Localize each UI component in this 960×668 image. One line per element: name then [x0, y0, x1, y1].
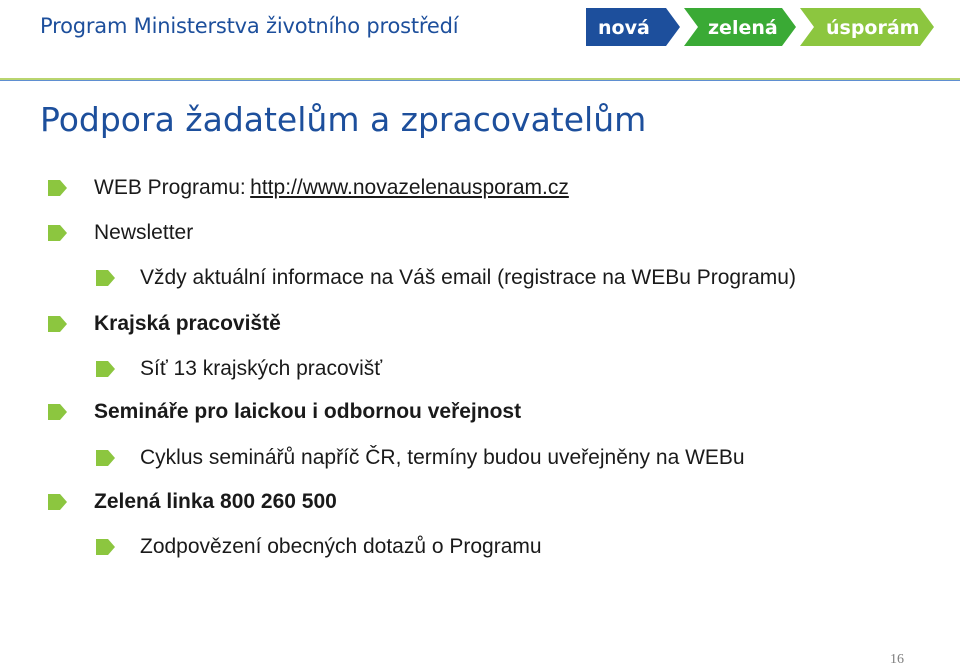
- item-text: Cyklus seminářů napříč ČR, termíny budou uveřejněny na WEBu: [140, 446, 745, 469]
- item-text: Vždy aktuální informace na Váš email (registrace na WEBu Programu): [140, 266, 796, 289]
- item-text: Zodpovězení obecných dotazů o Programu: [140, 535, 542, 558]
- slide-title: Podpora žadatelům a zpracovatelům: [40, 100, 647, 139]
- bullet-arrow-icon: [96, 360, 116, 378]
- program-title: Program Ministerstva životního prostředí: [40, 14, 459, 38]
- item-text: Newsletter: [94, 221, 194, 244]
- bullet-web: [94, 176, 569, 200]
- sub-bullet-zodpovezeni: [140, 535, 542, 559]
- bullet-arrow-icon: [48, 403, 68, 421]
- item-text: Semináře pro laickou i odbornou veřejnost: [94, 400, 522, 423]
- bullet-zelena-linka: [94, 490, 337, 514]
- bullet-arrow-icon: [48, 224, 68, 242]
- logo-word-zelena: zelená: [708, 17, 778, 39]
- bullet-arrow-icon: [48, 179, 68, 197]
- bullet-arrow-icon: [96, 449, 116, 467]
- item-text: Krajská pracoviště: [94, 312, 281, 335]
- sub-bullet-sit-pracovist: [140, 357, 382, 381]
- bullet-newsletter: [94, 221, 193, 245]
- bullet-arrow-icon: [48, 493, 68, 511]
- item-text: Síť 13 krajských pracovišť: [140, 357, 383, 380]
- item-text: Zelená linka 800 260 500: [94, 490, 337, 513]
- bullet-arrow-icon: [96, 269, 116, 287]
- web-label: WEB Programu:: [94, 176, 246, 199]
- web-link[interactable]: http://www.novazelenausporam.cz: [250, 176, 569, 199]
- logo-word-usporam: úsporám: [826, 17, 920, 39]
- bullet-arrow-icon: [96, 538, 116, 556]
- bullet-arrow-icon: [48, 315, 68, 333]
- sub-bullet-newsletter-info: [140, 266, 796, 290]
- page-number: 16: [890, 652, 904, 667]
- sub-bullet-cyklus-seminaru: [140, 446, 745, 470]
- bullet-krajska-pracoviste: [94, 312, 281, 336]
- logo-word-nova: nová: [598, 17, 650, 39]
- bullet-seminare: [94, 400, 521, 424]
